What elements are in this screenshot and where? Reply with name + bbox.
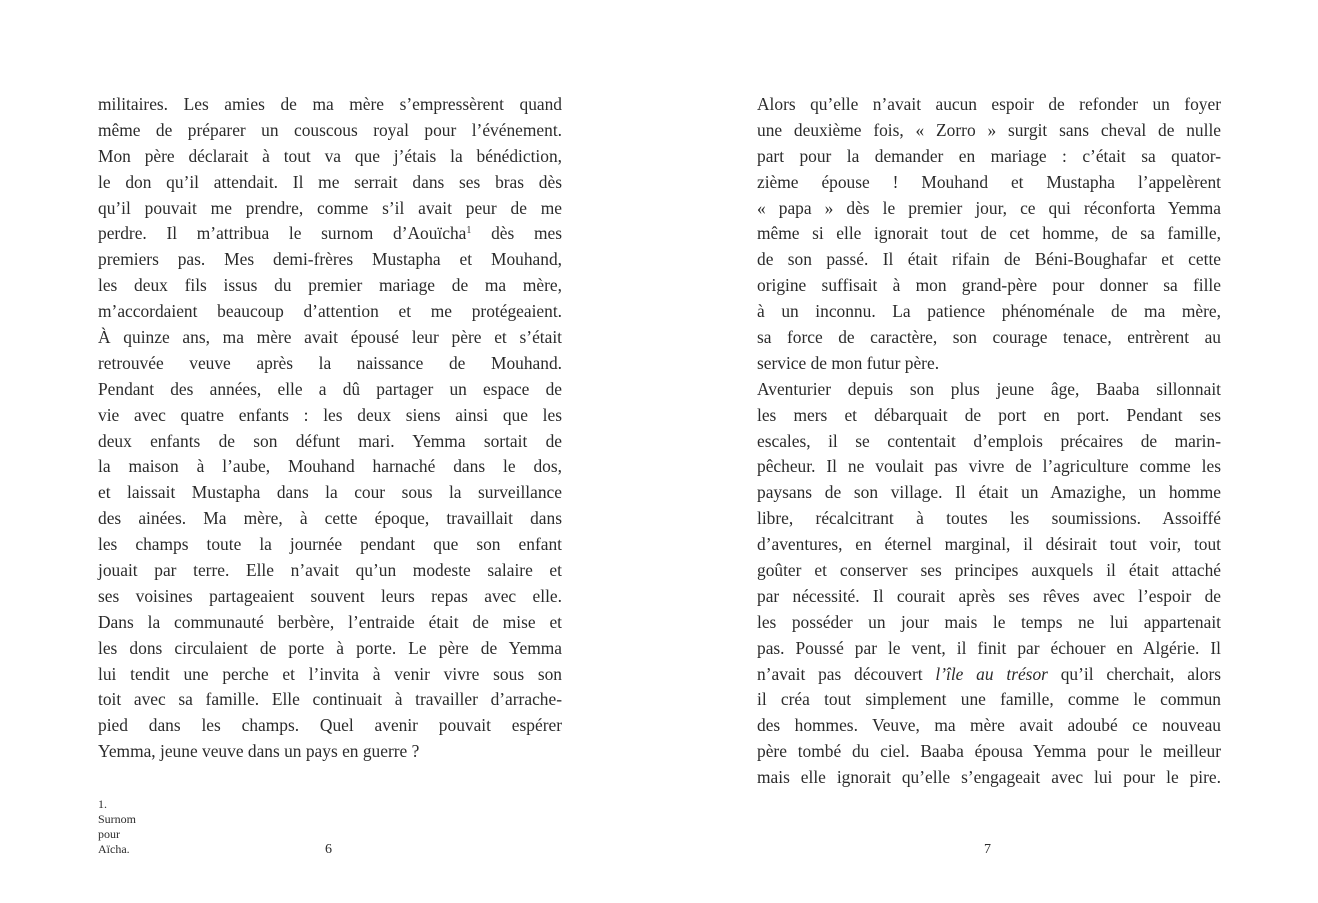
- text-line: [757, 377, 1221, 403]
- text-line: [757, 713, 1221, 739]
- text-line: [757, 92, 1221, 118]
- text-segment: libre, récalcitrant à toutes les soumissions. Assoiffé: [757, 508, 1221, 529]
- text-segment: de son passé. Il était rifain de Béni-Boughafar et cette: [757, 249, 1221, 270]
- text-segment: les champs toute la journée pendant que son enfant: [98, 534, 562, 555]
- text-segment: par nécessité. Il courait après ses rêves avec l’espoir de: [757, 585, 1221, 606]
- text-segment: mais elle ignorait qu’elle s’engageait avec lui pour le pire.: [757, 767, 1221, 788]
- text-segment: « papa » dès le premier jour, ce qui réconforta Yemma: [757, 197, 1221, 218]
- text-line: [757, 170, 1221, 196]
- text-segment: il créa tout simplement une famille, comme le commun: [757, 689, 1221, 710]
- text-line: [98, 247, 562, 273]
- text-line: [98, 325, 562, 351]
- text-line: [757, 454, 1221, 480]
- text-segment: à un inconnu. La patience phénoménale de ma mère,: [757, 301, 1221, 322]
- text-segment: père tombé du ciel. Baaba épousa Yemma pour le meilleur: [757, 741, 1221, 762]
- text-line: [98, 506, 562, 532]
- text-segment: les dons circulaient de porte à porte. Le père de Yemma: [98, 637, 562, 658]
- text-line: [757, 480, 1221, 506]
- text-segment: deux enfants de son défunt mari. Yemma sortait de: [98, 430, 562, 451]
- text-line: [98, 636, 562, 662]
- text-line: [98, 662, 562, 688]
- text-line: [98, 532, 562, 558]
- text-line: [757, 273, 1221, 299]
- text-segment: part pour la demander en mariage : c’était sa quator-: [757, 145, 1221, 166]
- text-segment: sa force de caractère, son courage tenace, entrèrent au: [757, 327, 1221, 348]
- text-line: [98, 584, 562, 610]
- text-segment: et laissait Mustapha dans la cour sous la surveillance: [98, 482, 562, 503]
- text-line: [757, 429, 1221, 455]
- text-line: [757, 247, 1221, 273]
- text-segment: n’avait pas découvert: [757, 663, 936, 684]
- text-segment: pied dans les champs. Quel avenir pouvait espérer: [98, 715, 562, 736]
- text-line: [98, 92, 562, 118]
- text-segment: même de préparer un couscous royal pour l’événement.: [98, 119, 562, 140]
- text-line: [98, 687, 562, 713]
- text-segment: premiers pas. Mes demi-frères Mustapha et Mouhand,: [98, 249, 562, 270]
- page-number-right: 7: [984, 842, 991, 857]
- text-segment: paysans de son village. Il était un Amazighe, un homme: [757, 482, 1221, 503]
- text-segment: des ainées. Ma mère, à cette époque, travaillait dans: [98, 508, 562, 529]
- text-segment: une deuxième fois, « Zorro » surgit sans cheval de nulle: [757, 119, 1221, 140]
- text-segment: À quinze ans, ma mère avait épousé leur père et s’était: [98, 327, 562, 348]
- text-segment: Aventurier depuis son plus jeune âge, Baaba sillonnait: [757, 378, 1221, 399]
- text-line: [98, 377, 562, 403]
- text-line: [757, 325, 1221, 351]
- text-line: [98, 558, 562, 584]
- text-line: [98, 144, 562, 170]
- text-segment: qu’il pouvait me prendre, comme s’il avait peur de me: [98, 197, 562, 218]
- text-line: [757, 532, 1221, 558]
- text-segment: vie avec quatre enfants : les deux siens ainsi que les: [98, 404, 562, 425]
- text-line: [757, 687, 1221, 713]
- text-line: [757, 584, 1221, 610]
- text-line: [757, 351, 1221, 377]
- text-segment: des hommes. Veuve, ma mère avait adoubé ce nouveau: [757, 715, 1221, 736]
- text-segment: m’accordaient beaucoup d’attention et me protégeaient.: [98, 301, 562, 322]
- text-line: [757, 299, 1221, 325]
- text-segment: d’aventures, en éternel marginal, il désirait tout voir, tout: [757, 534, 1221, 555]
- left-page-body: [98, 92, 562, 765]
- footnote: 1. Surnom pour Aïcha.: [98, 797, 137, 856]
- footnote-reference: 1: [466, 225, 472, 237]
- text-segment: les posséder un jour mais le temps ne lui appartenait: [757, 611, 1221, 632]
- text-line: [98, 221, 562, 247]
- text-line: [757, 221, 1221, 247]
- text-line: [757, 403, 1221, 429]
- text-segment: pas. Poussé par le vent, il finit par échouer en Algérie. Il: [757, 637, 1221, 658]
- text-line: [98, 196, 562, 222]
- text-segment: ses voisines partageaient souvent leurs repas avec elle.: [98, 585, 562, 606]
- text-line: [98, 480, 562, 506]
- text-line: [757, 610, 1221, 636]
- page-number-left: 6: [325, 842, 332, 857]
- text-segment: service de mon futur père.: [757, 352, 940, 373]
- text-segment: Mon père déclarait à tout va que j’étais la bénédiction,: [98, 145, 562, 166]
- text-segment: perdre. Il m’attribua le surnom d’Aouïcha: [98, 223, 467, 244]
- text-segment: dès mes: [471, 223, 562, 244]
- text-line: [98, 273, 562, 299]
- text-segment: Pendant des années, elle a dû partager un espace de: [98, 378, 562, 399]
- text-line: [98, 429, 562, 455]
- text-segment: toit avec sa famille. Elle continuait à travailler d’arrache-: [98, 689, 562, 710]
- text-segment: la maison à l’aube, Mouhand harnaché dans le dos,: [98, 456, 562, 477]
- text-segment: qu’il cherchait, alors: [1047, 663, 1222, 684]
- text-line: [98, 610, 562, 636]
- text-line: [757, 636, 1221, 662]
- text-segment: origine suffisait à mon grand-père pour donner sa fille: [757, 275, 1221, 296]
- text-line: [98, 713, 562, 739]
- text-line: [757, 765, 1221, 791]
- text-line: [757, 739, 1221, 765]
- text-line: [757, 506, 1221, 532]
- text-segment: escales, il se contentait d’emplois précaires de marin-: [757, 430, 1221, 451]
- text-segment: lui tendit une perche et l’invita à venir vivre sous son: [98, 663, 562, 684]
- text-segment: goûter et conserver ses principes auxquels il était attaché: [757, 560, 1221, 581]
- text-line: [757, 144, 1221, 170]
- text-segment: pêcheur. Il ne voulait pas vivre de l’agriculture comme les: [757, 456, 1221, 477]
- text-segment: retrouvée veuve après la naissance de Mouhand.: [98, 352, 562, 373]
- text-line: [757, 118, 1221, 144]
- text-line: [757, 196, 1221, 222]
- text-segment: les deux fils issus du premier mariage de ma mère,: [98, 275, 562, 296]
- text-line: [98, 454, 562, 480]
- text-segment: Yemma, jeune veuve dans un pays en guerre ?: [98, 741, 420, 762]
- text-line: [757, 662, 1221, 688]
- text-segment: les mers et débarquait de port en port. Pendant ses: [757, 404, 1221, 425]
- text-line: [98, 739, 562, 765]
- text-segment: même si elle ignorait tout de cet homme, de sa famille,: [757, 223, 1221, 244]
- text-segment: zième épouse ! Mouhand et Mustapha l’appelèrent: [757, 171, 1221, 192]
- text-segment: Alors qu’elle n’avait aucun espoir de refonder un foyer: [757, 94, 1221, 114]
- italic-text: l’île au trésor: [935, 663, 1048, 684]
- text-segment: Dans la communauté berbère, l’entraide était de mise et: [98, 611, 562, 632]
- text-segment: jouait par terre. Elle n’avait qu’un modeste salaire et: [98, 560, 562, 581]
- text-segment: le don qu’il attendait. Il me serrait dans ses bras dès: [98, 171, 562, 192]
- text-line: [757, 558, 1221, 584]
- right-page-body: [757, 92, 1221, 791]
- text-line: [98, 299, 562, 325]
- text-line: [98, 118, 562, 144]
- text-line: [98, 403, 562, 429]
- text-line: [98, 170, 562, 196]
- text-line: [98, 351, 562, 377]
- text-segment: militaires. Les amies de ma mère s’empressèrent quand: [98, 94, 562, 114]
